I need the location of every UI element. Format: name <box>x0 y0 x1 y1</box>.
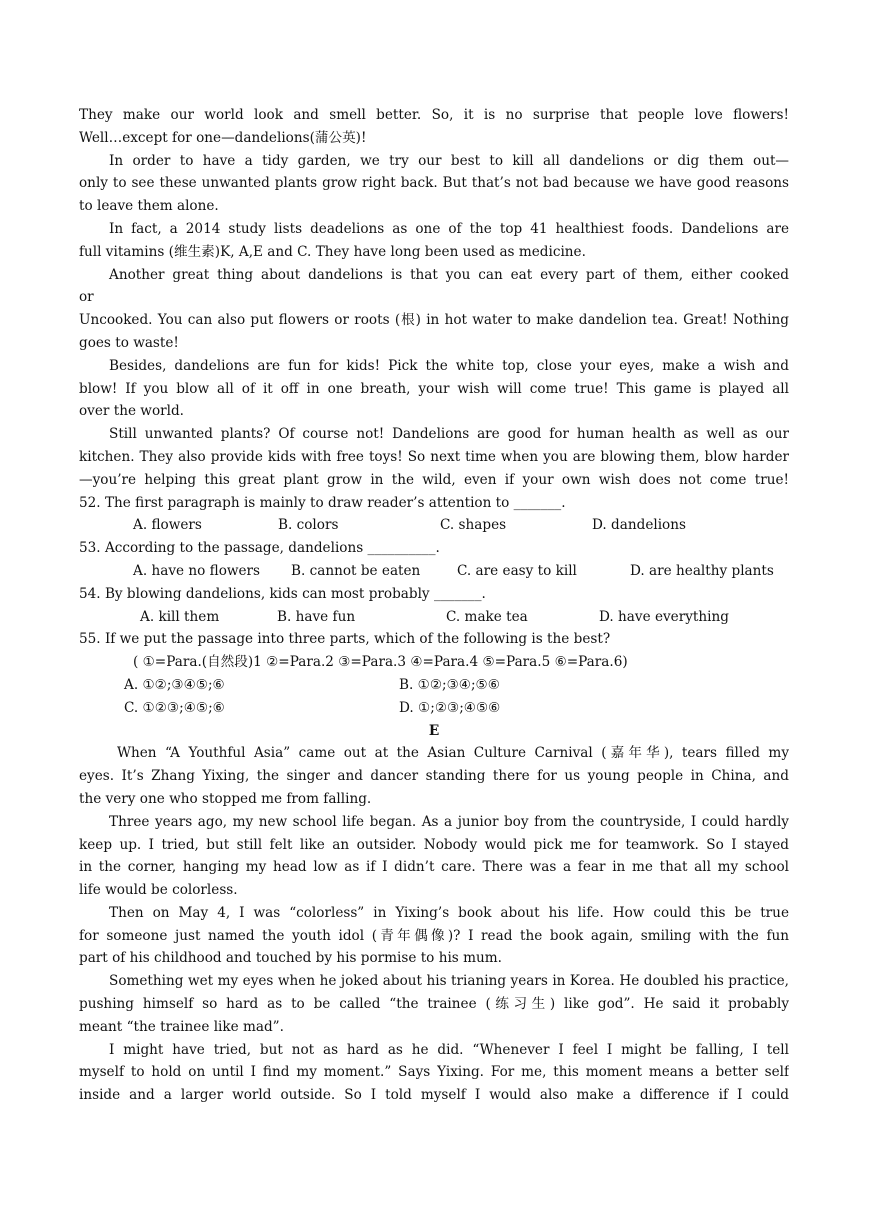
text-line: Another great thing about dandelions is that you can eat every part of them, either cooked <box>109 266 789 283</box>
text-line: Then on May 4, I was “colorless” in Yixing’s book about his life. How could this be true <box>109 904 789 921</box>
text-line: goes to waste! <box>79 334 179 351</box>
option-b: B. ①②;③④;⑤⑥ <box>399 676 500 693</box>
question-53 <box>79 537 789 583</box>
option-d: D. have everything <box>599 608 729 625</box>
question-options <box>79 606 789 629</box>
text-line: eyes. It’s Zhang Yixing, the singer and dancer standing there for us young people in China, and <box>79 768 789 785</box>
text-line: Still unwanted plants? Of course not! Dandelions are good for human health as well as our <box>109 426 789 443</box>
passage-e-paragraph-1 <box>79 742 789 810</box>
text-line: Besides, dandelions are fun for kids! Pick the white top, close your eyes, make a wish and <box>109 357 789 374</box>
option-b: B. cannot be eaten <box>291 562 421 579</box>
option-b: B. colors <box>278 517 339 534</box>
passage-paragraph-3 <box>79 218 789 264</box>
option-a: A. kill them <box>140 608 220 625</box>
text-line: part of his childhood and touched by his pormise to his mum. <box>79 950 502 967</box>
text-line: in the corner, hanging my head low as if I didn’t care. There was a fear in me that all my school <box>79 859 789 876</box>
question-stem: 52. The first paragraph is mainly to draw reader’s attention to _______. <box>79 494 566 511</box>
option-d: D. are healthy plants <box>630 562 774 579</box>
passage-e-paragraph-3 <box>79 902 789 970</box>
option-a: A. flowers <box>133 517 202 534</box>
passage-paragraph-4 <box>79 264 789 355</box>
text-line: the very one who stopped me from falling. <box>79 790 372 807</box>
text-line: life would be colorless. <box>79 882 238 899</box>
text-line: to leave them alone. <box>79 198 219 215</box>
text-line: I might have tried, but not as hard as he did. “Whenever I feel I might be falling, I tell <box>109 1041 789 1058</box>
option-c: C. ①②③;④⑤;⑥ <box>124 699 225 716</box>
text-line: They make our world look and smell better. So, it is no surprise that people love flowers! <box>79 107 789 123</box>
option-c: C. make tea <box>446 608 528 625</box>
passage-paragraph-1 <box>79 104 789 150</box>
text-line: Something wet my eyes when he joked about his trianing years in Korea. He doubled his practice, <box>109 973 789 990</box>
text-line: myself to hold on until I find my moment.” Says Yixing. For me, this moment means a better self <box>79 1064 789 1081</box>
text-line: When “A Youthful Asia” came out at the Asian Culture Carnival (嘉年华), tears filled my <box>117 745 789 762</box>
text-line: Well…except for one—dandelions(蒲公英)! <box>79 129 367 146</box>
text-line: inside and a larger world outside. So I told myself I would also make a difference if I could <box>79 1087 789 1104</box>
text-line: pushing himself so hard as to be called “the trainee (练习生) like god”. He said it probably <box>79 996 789 1013</box>
text-line: for someone just named the youth idol (青年偶像)? I read the book again, smiling with the fun <box>79 927 789 944</box>
question-options <box>79 560 789 583</box>
question-options <box>79 697 789 720</box>
option-c: C. shapes <box>440 517 507 534</box>
question-52 <box>79 492 789 538</box>
question-options <box>79 674 789 697</box>
option-c: C. are easy to kill <box>457 562 577 579</box>
text-line: keep up. I tried, but still felt like an outsider. Nobody would pick me for teamwork. So I stayed <box>79 836 789 853</box>
passage-e-paragraph-5 <box>79 1039 789 1107</box>
option-a: A. have no flowers <box>133 562 261 579</box>
passage-paragraph-2 <box>79 150 789 218</box>
text-line: kitchen. They also provide kids with free toys! So next time when you are blowing them, blow harder <box>79 448 789 465</box>
question-55 <box>79 628 789 719</box>
option-a: A. ①②;③④⑤;⑥ <box>124 676 225 693</box>
passage-paragraph-6 <box>79 423 789 491</box>
option-b: B. have fun <box>277 608 356 625</box>
text-line: In fact, a 2014 study lists deadelions as one of the top 41 healthiest foods. Dandelions are <box>109 220 789 237</box>
text-line: —you’re helping this great plant grow in the wild, even if your own wish does not come true! <box>79 471 789 488</box>
text-line: In order to have a tidy garden, we try our best to kill all dandelions or dig them out— <box>109 152 789 169</box>
question-stem: 55. If we put the passage into three parts, which of the following is the best? <box>79 631 611 648</box>
text-line: only to see these unwanted plants grow right back. But that’s not bad because we have good reasons <box>79 175 789 192</box>
question-stem: 54. By blowing dandelions, kids can most probably _______. <box>79 585 486 602</box>
text-line: meant “the trainee like mad”. <box>79 1018 284 1035</box>
text-line: blow! If you blow all of it off in one breath, your wish will come true! This game is played all <box>79 380 789 397</box>
passage-e-paragraph-2 <box>79 811 789 902</box>
question-stem: 53. According to the passage, dandelions __________. <box>79 540 440 557</box>
text-line: or <box>79 289 94 306</box>
question-54 <box>79 583 789 629</box>
text-line: Three years ago, my new school life began. As a junior boy from the countryside, I could hardly <box>109 813 789 830</box>
option-d: D. ①;②③;④⑤⑥ <box>399 699 501 716</box>
text-line: Uncooked. You can also put flowers or roots (根) in hot water to make dandelion tea. Great! Nothing <box>79 312 789 329</box>
question-options <box>79 514 789 537</box>
section-heading: E <box>428 722 440 739</box>
text-line: over the world. <box>79 403 184 420</box>
option-d: D. dandelions <box>592 517 686 534</box>
passage-e-paragraph-4 <box>79 970 789 1038</box>
passage-paragraph-5 <box>79 355 789 423</box>
question-note: ( ①=Para.(自然段)1 ②=Para.2 ③=Para.3 ④=Para.4 ⑤=Para.5 ⑥=Para.6) <box>133 654 628 671</box>
text-line: full vitamins (维生素)K, A,E and C. They have long been used as medicine. <box>79 243 586 260</box>
